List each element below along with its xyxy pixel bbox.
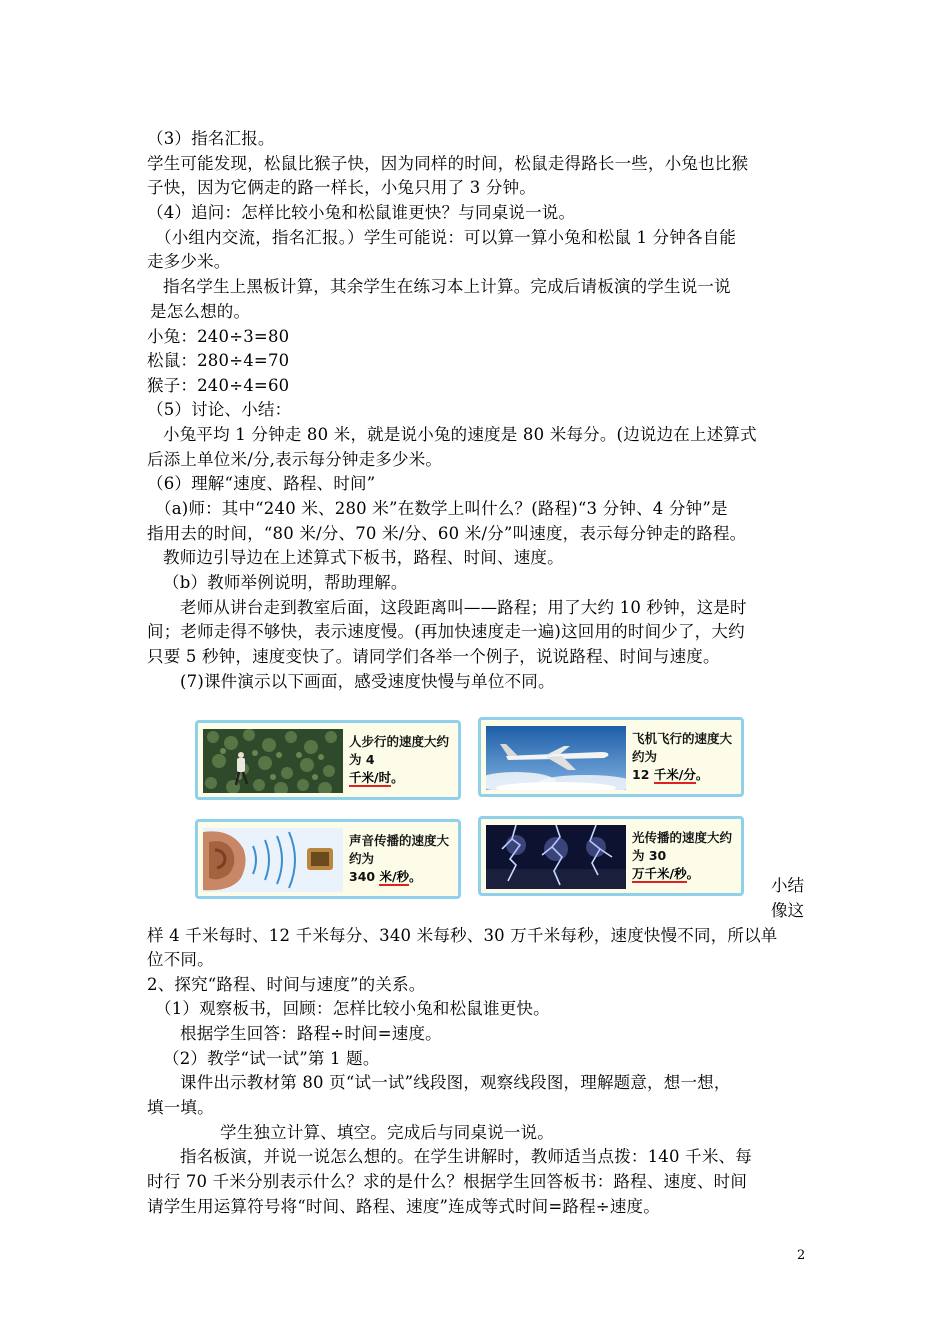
text-line: （5）讨论、小结： <box>147 400 292 419</box>
airplane-caption <box>632 730 738 784</box>
sound-wave-image <box>203 828 343 892</box>
text-line: （4）追问：怎样比较小兔和松鼠谁更快？与同桌说一说。 <box>147 203 576 222</box>
text-line: 2、探究“路程、时间与速度”的关系。 <box>147 975 426 994</box>
caption-tail: 。 <box>409 869 422 884</box>
text-line: 时行 70 千米分别表示什么？求的是什么？根据学生回答板书：路程、速度、时间 <box>147 1172 748 1191</box>
text-line: 松鼠：280÷4=70 <box>147 351 290 370</box>
text-line: （小组内交流，指名汇报。）学生可能说：可以算一算小兔和松鼠 1 分钟各自能 <box>155 228 737 247</box>
walking-person-image <box>203 729 343 793</box>
speed-unit: 万千米/秒 <box>632 866 687 881</box>
text-line: （2）教学“试一试”第 1 题。 <box>163 1049 380 1068</box>
caption-text: 光传播的速度大约为 30 <box>632 830 733 863</box>
text-line: 指名板演，并说一说怎么想的。在学生讲解时，教师适当点拨：140 千米、每 <box>180 1147 752 1166</box>
text-line: 小兔：240÷3=80 <box>147 327 290 346</box>
light-caption <box>632 829 738 883</box>
speed-unit: 米/秒 <box>379 869 410 884</box>
summary-label: 小结 <box>771 876 804 895</box>
page-number: 2 <box>797 1248 806 1263</box>
text-line: 指用去的时间，“80 米/分、70 米/分、60 米/分”叫速度，表示每分钟走的路程。 <box>147 524 747 543</box>
text-line: （1）观察板书，回顾：怎样比较小兔和松鼠谁更快。 <box>155 999 550 1018</box>
speed-illustration <box>195 717 760 905</box>
text-line: （3）指名汇报。 <box>147 129 275 148</box>
walking-panel <box>195 720 461 800</box>
caption-tail: 。 <box>391 770 404 785</box>
walking-caption <box>349 733 455 787</box>
text-line: 请学生用运算符号将“时间、路程、速度”连成等式时间=路程÷速度。 <box>147 1197 660 1216</box>
text-line: 课件出示教材第 80 页“试一试”线段图，观察线段图，理解题意，想一想， <box>180 1073 731 1092</box>
text-line: 只要 5 秒钟，速度变快了。请同学们各举一个例子，说说路程、时间与速度。 <box>147 647 720 666</box>
light-panel <box>478 816 744 896</box>
text-line: （a)师：其中“240 米、280 米”在数学上叫什么？(路程)“3 分钟、4 分钟”是 <box>155 499 728 518</box>
text-line: 小兔平均 1 分钟走 80 米，就是说小兔的速度是 80 米每分。(边说边在上述算式 <box>163 425 757 444</box>
text-line: 学生可能发现，松鼠比猴子快，因为同样的时间，松鼠走得路长一些，小兔也比猴 <box>147 154 749 173</box>
sound-panel <box>195 819 461 899</box>
text-line: 猴子：240÷4=60 <box>147 376 290 395</box>
caption-text: 飞机飞行的速度大约为 <box>632 731 733 764</box>
text-line: （6）理解“速度、路程、时间” <box>147 474 376 493</box>
text-line: (7)课件演示以下画面，感受速度快慢与单位不同。 <box>180 672 555 691</box>
text-line: （b）教师举例说明，帮助理解。 <box>163 573 408 592</box>
airplane-panel <box>478 717 744 797</box>
text-line: 走多少米。 <box>147 252 231 271</box>
caption-tail: 。 <box>686 866 700 881</box>
text-line: 指名学生上黑板计算，其余学生在练习本上计算。完成后请板演的学生说一说 <box>163 277 731 296</box>
text-line: 填一填。 <box>147 1098 214 1117</box>
caption-number: 340 <box>349 869 380 884</box>
text-line: 位不同。 <box>147 950 214 969</box>
text-line: 学生独立计算、填空。完成后与同桌说一说。 <box>220 1123 554 1142</box>
speed-unit: 千米/分 <box>653 767 696 782</box>
text-line: 间；老师走得不够快，表示速度慢。(再加快速度走一遍)这回用的时间少了，大约 <box>147 622 745 641</box>
caption-text: 声音传播的速度大约为 <box>349 833 450 866</box>
lightning-image <box>486 825 626 889</box>
sound-caption <box>349 832 455 886</box>
caption-tail: 。 <box>695 767 709 782</box>
summary-label-cont: 像这 <box>771 901 804 920</box>
speed-unit: 千米/时 <box>349 770 392 785</box>
text-line: 样 4 千米每时、12 千米每分、340 米每秒、30 万千米每秒，速度快慢不同，所以单 <box>147 926 778 945</box>
text-line: 教师边引导边在上述算式下板书，路程、时间、速度。 <box>163 548 564 567</box>
text-line: 子快，因为它俩走的路一样长，小兔只用了 3 分钟。 <box>147 178 536 197</box>
text-line: 老师从讲台走到教室后面，这段距离叫——路程；用了大约 10 秒钟，这是时 <box>180 598 747 617</box>
caption-text: 人步行的速度大约为 4 <box>349 734 450 767</box>
airplane-image <box>486 726 626 790</box>
text-line: 后添上单位米/分,表示每分钟走多少米。 <box>147 450 443 469</box>
text-line: 是怎么想的。 <box>150 302 251 321</box>
caption-number: 12 <box>632 767 654 782</box>
text-line: 根据学生回答：路程÷时间=速度。 <box>180 1024 442 1043</box>
